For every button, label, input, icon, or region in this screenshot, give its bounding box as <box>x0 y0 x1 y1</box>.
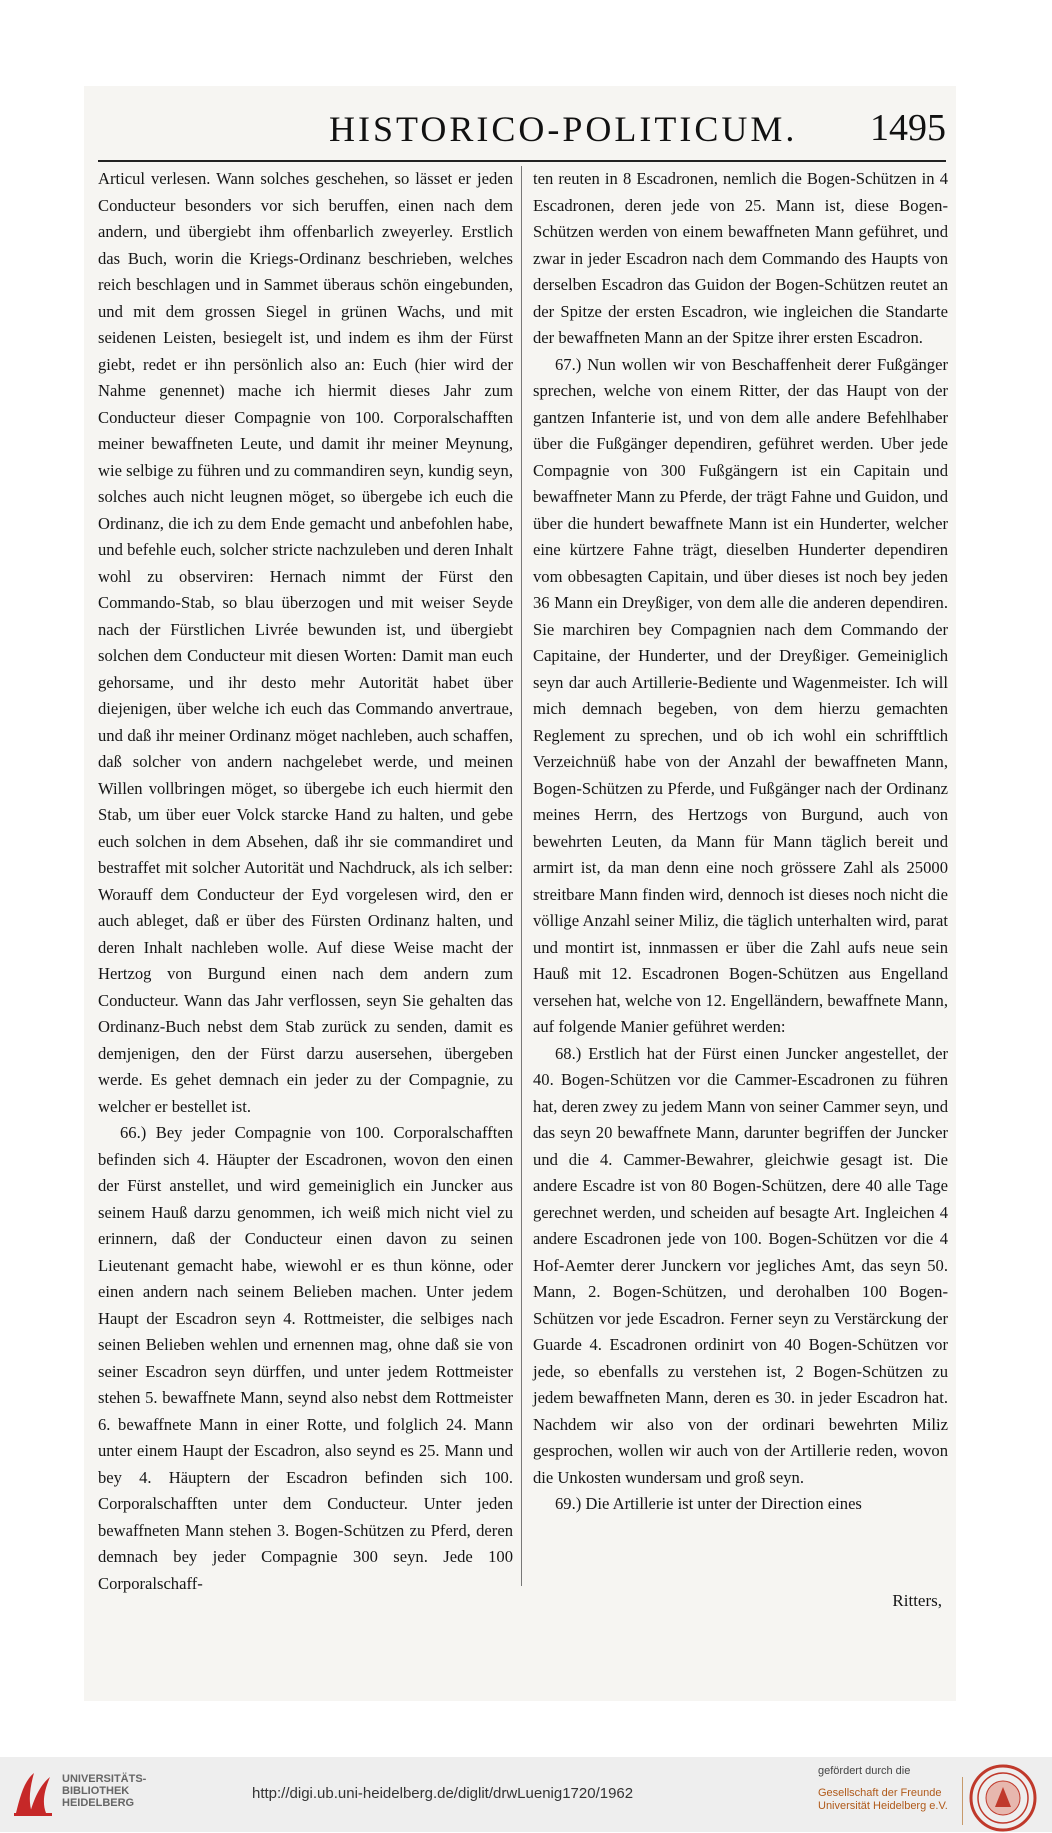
paragraph: 66.) Bey jeder Compagnie von 100. Corporalschafften befinden sich 4. Häupter der Escadronen, wovon den einen der Fürst anstellet, und wird gemeiniglich ein Juncker aus seinem Hauß darzu genommen, ich weiß mich nicht viel zu erinnern, daß der Conducteur einen davon zu seinen Lieutenant gemacht habe, wiewohl er es thun könne, oder einen andern nach seinem Belieben machen. Unter jedem Haupt der Escadron seyn 4. Rottmeister, die selbiges nach seinen Belieben wehlen und ernennen mag, ohne daß sie von seiner Escadron seyn dürffen, und unter jedem Rottmeister stehen 5. bewaffnete Mann, seynd also nebst dem Rottmeister 6. bewaffnete Mann in einer Rotte, und folglich 24. Mann unter einem Haupt der Escadron, also seynd es 25. Mann und bey 4. Häuptern der Escadron befinden sich 100. Corporalschafften unter dem Conducteur. Unter jeden bewaffneten Mann stehen 3. Bogen-Schützen zu Pferd, deren demnach bey jeder Compagnie 300 seyn. Jede 100 Corporalschaff- <box>98 1123 513 1593</box>
paragraph: ten reuten in 8 Escadronen, nemlich die Bogen-Schützen in 4 Escadronen, deren jede von 25. Mann ist, diese Bogen-Schützen werden von einem bewaffneten Mann geführet, und zwar in jeder Escadron nach dem Commando des Haupts von derselben Escadron das Guidon der Bogen-Schützen reutet an der Spitze der ersten Escadron, wie ingleichen die Standarte der bewaffneten Mann an der Spitze ihrer ersten Escadron. <box>533 169 948 347</box>
right-column <box>533 166 948 1518</box>
running-title: HISTORICO-POLITICUM. <box>329 109 798 149</box>
sponsor-divider <box>962 1777 963 1825</box>
university-library-logo-icon <box>10 1767 56 1819</box>
column-divider <box>521 166 522 1586</box>
funded-by-label: gefördert durch die <box>818 1765 911 1777</box>
left-column <box>98 166 513 1597</box>
paragraph: Articul verlesen. Wann solches geschehen, so lässet er jeden Conducteur besonders vor sich beruffen, einen nach dem andern, und übergiebt ihm offenbarlich zweyerley. Erstlich das Buch, worin die Kriegs-Ordinanz beschrieben, welches reich beschlagen und in Sammet überaus schön eingebunden, und mit dem grossen Siegel in grünen Wachs, und mit seidenen Leisten, besiegelt ist, und indem es ihm der Fürst giebt, redet er ihn persönlich also an: Euch (hier wird der Nahme genennet) mache ich hiermit dieses Jahr zum Conducteur dieser Compagnie von 100. Corporalschafften meiner bewaffneten Leute, und damit ihr meiner Meynung, wie selbige zu führen und zu commandiren seyn, kundig seyn, solches auch nicht leugnen möget, so übergebe ich euch die Ordinanz, die ich zu dem Ende gemacht und anbefohlen habe, und befehle euch, solcher stricte nachzuleben und deren Inhalt wohl zu observiren: Hernach nimmt der Fürst den Commando-Stab, so blau überzogen und mit weiser Seyde nach der Fürstlichen Livrée bewunden ist, und übergiebt solchen dem Conducteur mit diesen Worten: Damit man euch gehorsame, und ihr desto mehr Autorität habet über diejenigen, über welche ich euch das Commando anvertraue, und daß ihr meiner Ordinanz möget nachleben, auch schaffen, daß solcher von andern nachgelebet werde, und meinen Willen vollbringen möget, so übergebe ich euch hiermit den Stab, um über euer Volck starcke Hand zu halten, und gebe euch solchen in dem Absehen, daß ihr sie commandiret und bestraffet mit solcher Autorität und Nachdruck, als ich selber: Worauff dem Conducteur der Eyd vorgelesen wird, den er auch ableget, daß er über des Fürsten Ordinanz halten, und deren Inhalt nachleben wolle. Auf diese Weise macht der Hertzog von Burgund einen nach dem andern zum Conducteur. Wann das Jahr verflossen, seyn Sie gehalten das Ordinanz-Buch nebst dem Stab zurück zu senden, damit es demjenigen, den der Fürst darzu ausersehen, übergeben werde. Es gehet demnach ein jeder zu der Compagnie, zu welcher er bestellet ist. <box>98 169 513 1116</box>
page-number: 1495 <box>870 107 946 149</box>
paragraph: 67.) Nun wollen wir von Beschaffenheit derer Fußgänger sprechen, welche von einem Ritter, der das Haupt von der gantzen Infanterie ist, und von dem alle andere Befehlhaber über die Fußgänger dependiren, geführet werden. Uber jede Compagnie von 300 Fußgängern ist ein Capitain und bewaffneter Mann zu Pferde, der trägt Fahne und Guidon, und über die hundert bewaffnete Mann ist ein Hunderter, welcher eine kürtzere Fahne trägt, dieselben Hunderter dependiren vom obbesagten Capitain, und über dieses ist noch bey jeden 36 Mann ein Dreyßiger, von dem alle die anderen dependiren. Sie marchiren bey Compagnien nach dem Commando der Capitaine, der Hunderter, und der Dreyßiger. Gemeiniglich seyn dar auch Artillerie-Bediente und Wagenmeister. Ich will mich demnach begeben, von dem hierzu gemachten Reglement zu sprechen, und ob ich wohl ein schrifftlich Verzeichnüß habe von der Anzahl der bewaffneten Mann, Bogen-Schützen zu Pferde, und Fußgänger nach der Ordinanz meines Herrn, des Hertzogs von Burgund, auch von bewehrten Leuten, da Mann für Mann täglich bereit und armirt ist, da man denn eine noch grössere Zahl als 25000 streitbare Mann finden wird, dennoch ist dieses noch nicht die völlige Anzahl seiner Miliz, die täglich unterhalten wird, parat und montirt ist, innmassen er über die Zahl aufs neue sein Hauß mit 12. Escadronen Bogen-Schützen aus Engelland versehen hat, welche von 12. Engelländern, bewaffnete Mann, auf folgende Manier geführet werden: <box>533 354 948 1036</box>
running-head <box>84 104 956 152</box>
permalink-url[interactable]: http://digi.ub.uni-heidelberg.de/diglit/drwLuenig1720/1962 <box>252 1785 634 1802</box>
footer-bar <box>0 1757 1052 1832</box>
book-page <box>84 86 956 1701</box>
header-rule <box>98 160 946 162</box>
university-seal-icon <box>968 1763 1038 1833</box>
catchword: Ritters, <box>892 1591 942 1610</box>
paragraph: 68.) Erstlich hat der Fürst einen Juncker angestellet, der 40. Bogen-Schützen vor die Cammer-Escadronen zu führen hat, deren zwey zu jedem Mann von seiner Cammer seyn, und das seyn 20 bewaffnete Mann, darunter begriffen der Juncker und die 4. Cammer-Bewahrer, gleichwie gesagt ist. Die andere Escadre ist von 80 Bogen-Schützen, dere 40 alle Tage gerechnet werden, und scheiden auf besagte Art. Ingleichen 4 andere Escadronen jede von 100. Bogen-Schützen vor die 4 Hof-Aemter derer Junckern vor jegliches Amt, das seyn 50. Mann, 2. Bogen-Schützen, und derohalben 100 Bogen-Schützen vor jede Escadron. Ferner seyn zu Verstärckung der Guarde 4. Escadronen ordinirt von 40 Bogen-Schützen vor jede, so ebenfalls zu verstehen ist, 2 Bogen-Schützen zu jedem bewaffneten Mann, deren es 30. in jeder Escadron hat. Nachdem wir also von der ordinari bewehrten Miliz gesprochen, wollen wir auch von der Artillerie reden, wovon die Unkosten wundersam und groß seyn. <box>533 1043 948 1487</box>
paragraph: 69.) Die Artillerie ist unter der Direction eines <box>555 1494 862 1513</box>
library-name: UNIVERSITÄTS- BIBLIOTHEK HEIDELBERG <box>62 1773 147 1809</box>
sponsor-name: Gesellschaft der Freunde Universität Heidelberg e.V. <box>818 1787 948 1812</box>
